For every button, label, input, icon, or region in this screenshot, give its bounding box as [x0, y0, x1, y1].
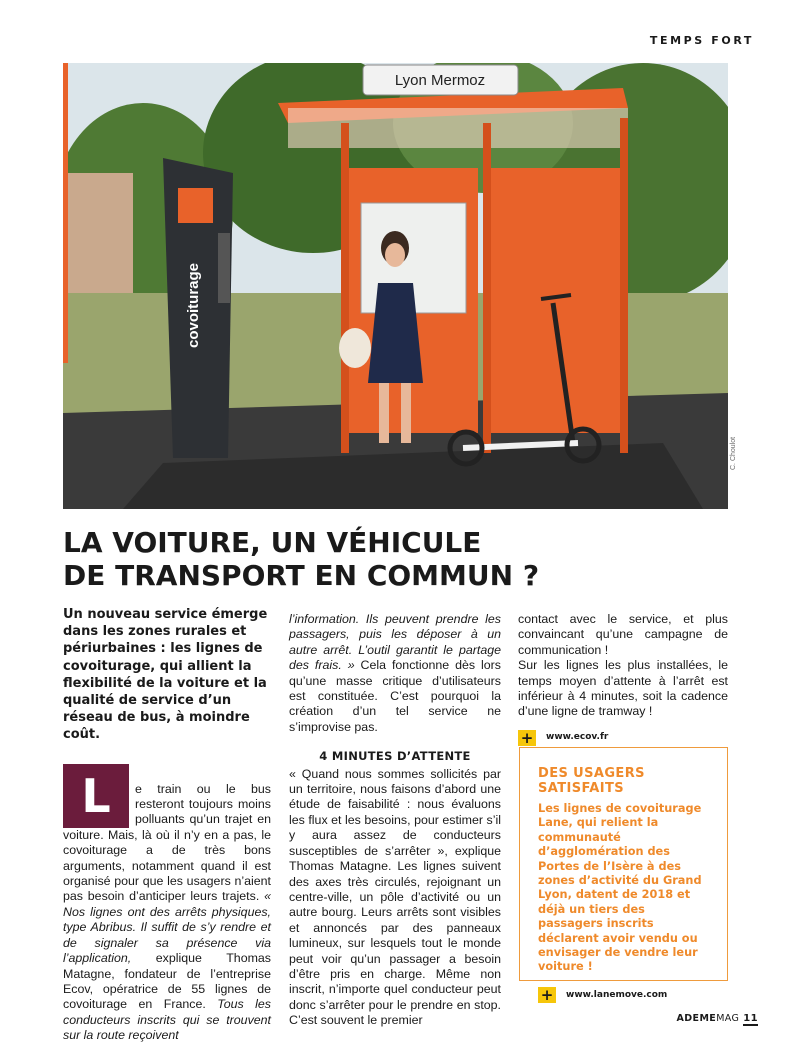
kiosk-label: covoiturage: [185, 262, 202, 348]
subheading-4-minutes: 4 MINUTES D’ATTENTE: [319, 749, 471, 764]
headline-bold: LA VOITURE,: [63, 526, 261, 559]
plus-icon: +: [518, 730, 536, 746]
body-text-col1: [63, 764, 271, 1044]
p1-start: e train ou le bus resteront toujours moins polluants qu’un trajet en voiture. Mais, là où il n’y en a pas, le covoiturage a de très bons arguments, notamment quand il est organisé pour que les usagers n’aient pas besoin d’anticiper leurs trajets.: [63, 781, 271, 904]
sidebar-box-usagers: [519, 747, 728, 1004]
article-headline: [63, 526, 743, 592]
bus-stop-illustration: [63, 63, 728, 509]
hero-photo: [63, 63, 728, 509]
col3-paragraph-2: Sur les lignes les plus installées, le temps moyen d’attente à l’arrêt est inférieur à 4 minutes, soit la cadence d’une ligne de tramway !: [518, 658, 728, 719]
lead-paragraph: Un nouveau service émerge dans les zones rurales et périurbaines : les lignes de covoiturage, qui allient la flexibilité de la voiture et la qualité de service d’un réseau de bus, à moindre coût.: [63, 607, 268, 743]
column-3: [518, 612, 728, 746]
headline-rest: UN VÉHICULE: [260, 526, 482, 559]
page-footer: [677, 1013, 758, 1024]
box-title: DES USAGERS SATISFAITS: [538, 766, 645, 796]
col2-text: Cela fonctionne dès lors qu’une masse critique d’utilisateurs est constituée. C’est pourquoi la création d’un tel service ne s’improvise pas.: [289, 658, 501, 734]
p1-quote: « Nos lignes ont des arrêts physiques, type Abribus. Il suffit de s’y rendre et de signaler sa présence via l’application,: [63, 889, 271, 966]
col3-paragraph-1: contact avec le service, et plus convaincant qu’une campagne de communication !: [518, 612, 728, 657]
dropcap: L: [63, 764, 129, 828]
p1-attrib: explique Thomas Matagne, fondateur de l’entreprise Ecov, opératrice de 55 lignes de covoiturage en France.: [63, 951, 271, 1012]
ecov-link-row[interactable]: [518, 730, 728, 746]
column-2: [289, 612, 501, 1029]
stop-sign-text: Lyon Mermoz: [394, 72, 486, 89]
plus-icon: +: [538, 987, 556, 1003]
photo-credit: C. Choulot: [730, 436, 737, 470]
footer-mag: MAG: [716, 1013, 740, 1024]
headline-line2: DE TRANSPORT EN COMMUN ?: [63, 559, 540, 592]
col2-quote: l’information. Ils peuvent prendre les passagers, puis les déposer à un autre arrêt. L’outil garantit le partage des frais. »: [289, 612, 501, 673]
p1-quote2: Tous les conducteurs inscrits qui se trouvent sur la route reçoivent: [63, 997, 271, 1043]
section-label: TEMPS FORT: [649, 34, 754, 47]
ecov-link[interactable]: www.ecov.fr: [546, 732, 609, 743]
col2-paragraph-2: « Quand nous sommes sollicités par un territoire, nous faisons d’abord une étude de faisabilité : nous évaluons les flux et les besoins, pour estimer s’il y aura assez de conducteurs susceptibles de s’arrêter », explique Thomas Matagne. Les lignes suivent des axes très circulés, rejoignant un centre-ville, un pôle d’activité ou un autre bourg. Leurs arrêts sont visibles et annoncés par des panneaux lumineux, sur lesquels tout le monde peut voir qu’un passager a besoin d’être pris en charge. Même non inscrit, n’importe quel conducteur peut donc s’arrêter pour le prendre en stop. C’est souvent le premier: [289, 766, 501, 1028]
column-1: [63, 606, 271, 1044]
lanemove-link[interactable]: www.lanemove.com: [566, 989, 668, 1000]
footer-brand: ADEME: [676, 1013, 717, 1024]
lanemove-link-row[interactable]: [538, 987, 709, 1003]
box-text: Les lignes de covoiturage Lane, qui relient la communauté d’agglomération des Portes de l’Isère à des zones d’activité du Grand Lyon, datent de 2018 et déjà un tiers des passagers inscrits déclarent avoir vendu ou envisager de vendre leur voiture !: [538, 802, 702, 974]
col2-paragraph-1: [289, 612, 501, 735]
page-number: 11: [743, 1013, 758, 1024]
